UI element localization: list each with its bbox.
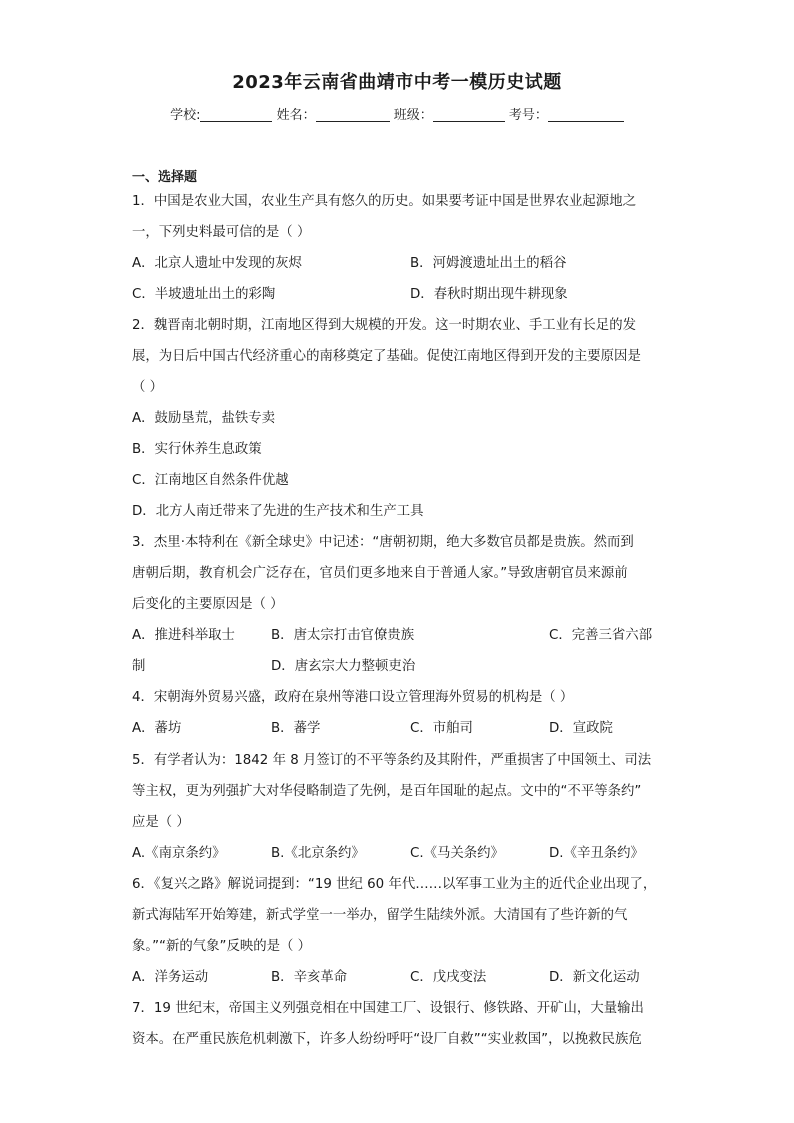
- q7-stem-line: 资本。在严重民族危机刺激下，许多人纷纷呼吁“设厂自救”“实业救国”，以挽救民族危: [132, 1032, 642, 1047]
- q6-stem-line: 新式海陆军开始筹建，新式学堂一一举办，留学生陆续外派。大清国有了些许新的气: [132, 908, 628, 923]
- exam-title: 2023年云南省曲靖市中考一模历史试题: [232, 72, 562, 93]
- q3-option-c-wrap: 制: [132, 659, 146, 674]
- exam-number-label: 考号：: [508, 108, 548, 123]
- q5-option-c[interactable]: C.《马关条约》: [410, 846, 504, 861]
- school-blank[interactable]: [200, 107, 272, 122]
- q3-option-b[interactable]: B．唐太宗打击官僚贵族: [271, 628, 415, 643]
- q6-option-c[interactable]: C．戊戌变法: [410, 970, 487, 985]
- q5-stem-line: 等主权，更为列强扩大对华侵略制造了先例，是百年国耻的起点。文中的“不平等条约”: [132, 784, 642, 799]
- q6-option-b[interactable]: B．辛亥革命: [271, 970, 348, 985]
- q1-option-a[interactable]: A．北京人遗址中发现的灰烬: [132, 256, 302, 271]
- q2-stem-line: 展，为日后中国古代经济重心的南移奠定了基础。促使江南地区得到开发的主要原因是: [132, 349, 641, 364]
- q7-stem-line: 7．19 世纪末，帝国主义列强竞相在中国建工厂、设银行、修铁路、开矿山，大量输出: [132, 1001, 644, 1016]
- q4-option-b[interactable]: B．蕃学: [271, 721, 321, 736]
- q5-option-a[interactable]: A.《南京条约》: [132, 846, 226, 861]
- school-label: 学校:: [170, 108, 201, 123]
- q3-stem-line: 后变化的主要原因是（ ）: [132, 597, 284, 612]
- q2-stem-line: （ ）: [132, 380, 164, 395]
- q4-option-c[interactable]: C．市舶司: [410, 721, 473, 736]
- q1-stem-line: 1．中国是农业大国，农业生产具有悠久的历史。如果要考证中国是世界农业起源地之: [132, 194, 636, 209]
- q6-option-d[interactable]: D．新文化运动: [549, 970, 640, 985]
- q2-option-a[interactable]: A．鼓励垦荒，盐铁专卖: [132, 411, 276, 426]
- exam-number-blank[interactable]: [548, 107, 624, 122]
- q2-option-c[interactable]: C．江南地区自然条件优越: [132, 473, 289, 488]
- q3-option-c[interactable]: C．完善三省六部: [549, 628, 653, 643]
- q4-stem-line: 4．宋朝海外贸易兴盛，政府在泉州等港口设立管理海外贸易的机构是（ ）: [132, 690, 574, 705]
- q4-option-a[interactable]: A．蕃坊: [132, 721, 182, 736]
- name-label: 姓名：: [276, 108, 316, 123]
- q6-option-a[interactable]: A．洋务运动: [132, 970, 209, 985]
- q5-option-b[interactable]: B.《北京条约》: [271, 846, 365, 861]
- q3-option-d[interactable]: D．唐玄宗大力整顿吏治: [271, 659, 416, 674]
- class-blank[interactable]: [433, 107, 505, 122]
- q3-stem-line: 唐朝后期，教育机会广泛存在，官员们更多地来自于普通人家。”导致唐朝官员来源前: [132, 566, 628, 581]
- class-label: 班级：: [393, 108, 433, 123]
- q5-stem-line: 应是（ ）: [132, 815, 190, 830]
- q1-option-d[interactable]: D．春秋时期出现牛耕现象: [410, 287, 568, 302]
- q2-option-d[interactable]: D．北方人南迁带来了先进的生产技术和生产工具: [132, 504, 424, 519]
- q3-stem-line: 3．杰里·本特利在《新全球史》中记述：“唐朝初期，绝大多数官员都是贵族。然而到: [132, 535, 634, 550]
- name-blank[interactable]: [316, 107, 390, 122]
- q5-stem-line: 5．有学者认为：1842 年 8 月签订的不平等条约及其附件，严重损害了中国领土、司法: [132, 753, 652, 768]
- q5-option-d[interactable]: D.《辛丑条约》: [549, 846, 644, 861]
- q6-stem-line: 6．《复兴之路》解说词提到：“19 世纪 60 年代……以军事工业为主的近代企业出现了，: [132, 877, 657, 892]
- q6-stem-line: 象。”“新的气象”反映的是（ ）: [132, 939, 312, 954]
- q1-stem-line: 一，下列史料最可信的是（ ）: [132, 225, 311, 240]
- section-title: 一、选择题: [132, 170, 198, 185]
- q2-option-b[interactable]: B．实行休养生息政策: [132, 442, 262, 457]
- student-info-row: [0, 104, 794, 123]
- q1-option-c[interactable]: C．半坡遗址出土的彩陶: [132, 287, 276, 302]
- q3-option-a[interactable]: A．推进科举取士: [132, 628, 235, 643]
- q1-option-b[interactable]: B．河姆渡遗址出土的稻谷: [410, 256, 567, 271]
- q4-option-d[interactable]: D．宣政院: [549, 721, 613, 736]
- q2-stem-line: 2．魏晋南北朝时期，江南地区得到大规模的开发。这一时期农业、手工业有长足的发: [132, 318, 636, 333]
